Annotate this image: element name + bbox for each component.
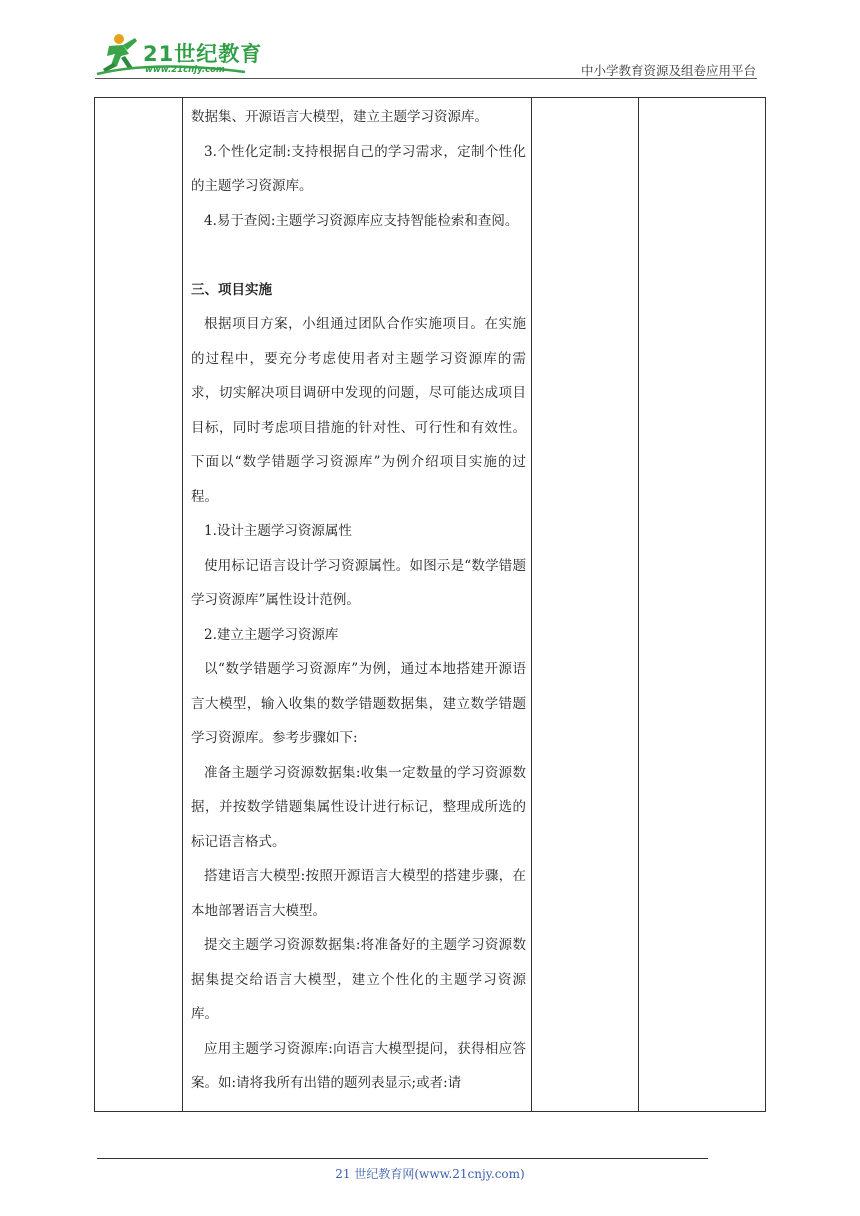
paragraph: 搭建语言大模型:按照开源语言大模型的搭建步骤，在本地部署语言大模型。 [191,868,526,919]
lesson-content-cell [191,100,526,1101]
paragraph: 准备主题学习资源数据集:收集一定数量的学习资源数据，并按数学错题集属性设计进行标记，整理成所选的标记语言格式。 [191,764,526,850]
paragraph: 根据项目方案，小组通过团队合作实施项目。在实施的过程中，要充分考虑使用者对主题学习资源库的需求，切实解决项目调研中发现的问题，尽可能达成项目目标，同时考虑项目措施的针对性、可行性和有效性。下面以“数学错题学习资源库”为例介绍项目实施的过程。 [191,316,526,505]
footer-divider [97,1158,708,1159]
platform-name: 中小学教育资源及组卷应用平台 [580,63,756,78]
page-header [0,0,860,80]
table-column-divider [638,98,639,1111]
paragraph: 以“数学错题学习资源库”为例，通过本地搭建开源语言大模型，输入收集的数学错题数据集，建立数学错题学习资源库。参考步骤如下: [191,661,526,746]
paragraph: 1.设计主题学习资源属性 [204,523,352,539]
table-column-divider [182,98,183,1111]
spacer [191,238,526,273]
paragraph: 提交主题学习资源数据集:将准备好的主题学习资源数据集提交给语言大模型，建立个性化的主题学习资源库。 [191,937,526,1022]
table-column-divider [531,98,532,1111]
paragraph: 应用主题学习资源库:向语言大模型提问，获得相应答案。如:请将我所有出错的题列表显示;或者:请 [191,1040,526,1091]
site-logo[interactable] [95,30,263,78]
paragraph: 使用标记语言设计学习资源属性。如图示是“数学错题学习资源库”属性设计范例。 [191,557,526,608]
paragraph: 3.个性化定制:支持根据自己的学习需求，定制个性化的主题学习资源库。 [191,143,526,194]
section-heading: 三、项目实施 [191,281,272,298]
logo-text: 21世纪教育 [143,42,263,66]
header-divider [95,78,757,79]
footer-link[interactable]: 21 世纪教育网(www.21cnjy.com) [335,1167,525,1181]
paragraph: 4.易于查阅:主题学习资源库应支持智能检索和查阅。 [204,212,519,229]
logo-url: www.21cnjy.com [145,65,225,75]
paragraph: 数据集、开源语言大模型，建立主题学习资源库。 [191,109,488,125]
paragraph: 2.建立主题学习资源库 [204,626,339,643]
